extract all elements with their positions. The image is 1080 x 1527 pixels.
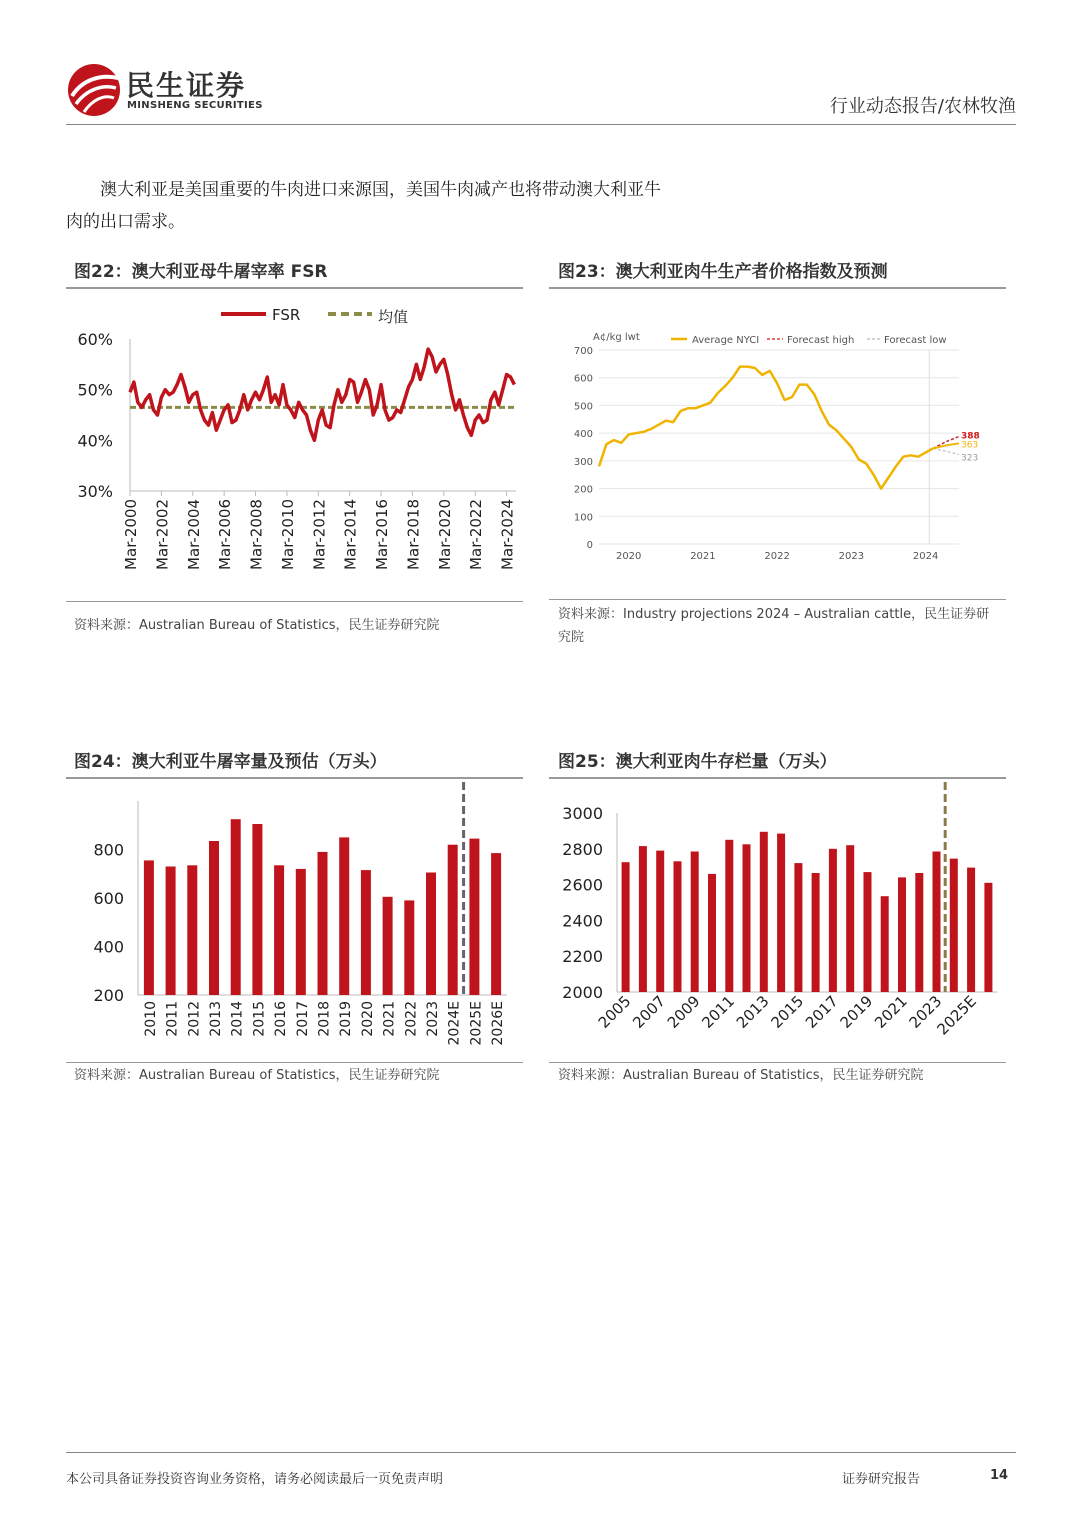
- x-tick-label: 2009: [663, 992, 704, 1032]
- y-tick-label: 300: [573, 456, 593, 468]
- bar-2010: [708, 874, 716, 992]
- x-tick-label: 2015: [251, 1001, 268, 1037]
- x-tick-label: 2011: [698, 992, 739, 1032]
- x-tick-label: 2020: [615, 551, 642, 562]
- x-tick-label: Mar-2002: [153, 499, 172, 570]
- y-tick-label: 2000: [562, 983, 603, 1002]
- y-tick-label: 600: [93, 889, 124, 908]
- fig22-title-rule: [66, 287, 523, 289]
- bar-2025E: [469, 839, 479, 995]
- bar-2012: [743, 844, 751, 992]
- bar-2014: [777, 834, 785, 992]
- x-tick-label: 2022: [764, 551, 790, 562]
- x-tick-label: 2026E: [490, 1001, 507, 1046]
- bar-2013: [760, 832, 768, 992]
- x-tick-label: 2013: [207, 1001, 224, 1037]
- x-tick-label: 2013: [732, 992, 773, 1032]
- fig22-chart: [66, 294, 523, 594]
- x-tick-label: Mar-2022: [467, 499, 486, 570]
- annotation-high: 388: [961, 431, 980, 442]
- bar-2014: [231, 819, 241, 995]
- x-tick-label: Mar-2018: [404, 499, 423, 570]
- bar-2022: [404, 900, 414, 995]
- bar-2023: [933, 852, 941, 993]
- fsr-series-line: [130, 349, 514, 440]
- x-tick-label: Mar-2012: [310, 499, 329, 570]
- y-tick-label: 800: [93, 840, 124, 860]
- fig25-bottom-rule: [549, 1062, 1006, 1063]
- fig23-title: 图23：澳大利亚肉牛生产者价格指数及预测: [558, 262, 888, 282]
- bar-2008: [674, 861, 682, 992]
- x-tick-label: 2019: [836, 992, 877, 1032]
- x-tick-label: 2021: [690, 551, 716, 562]
- forecast-low-line: [933, 448, 959, 454]
- bar-2011: [725, 840, 733, 992]
- bar-2026E: [491, 853, 501, 995]
- x-tick-label: 2011: [164, 1001, 181, 1037]
- y-tick-label: 2200: [562, 947, 603, 967]
- fig22-title: 图22：澳大利亚母牛屠宰率 FSR: [74, 262, 328, 282]
- nyci-series-line: [599, 367, 933, 489]
- x-tick-label: 2024E: [446, 1001, 463, 1046]
- bar-2017: [829, 849, 837, 992]
- y-tick-label: 400: [93, 937, 124, 957]
- brand-logo: [66, 62, 122, 118]
- y-tick-label: 0: [586, 540, 593, 551]
- fig25-title-rule: [549, 777, 1006, 779]
- bar-2020: [881, 896, 889, 992]
- fig24-title-rule: [66, 777, 523, 779]
- brand-name-cn: 民生证券: [126, 69, 247, 102]
- fig24-bottom-rule: [66, 1062, 523, 1063]
- bar-2021: [383, 897, 393, 995]
- y-tick-label: 2600: [562, 875, 603, 895]
- x-tick-label: 2023: [905, 992, 946, 1032]
- x-tick-label: Mar-2000: [122, 499, 140, 570]
- fig25-title: 图25：澳大利亚肉牛存栏量（万头）: [558, 752, 837, 772]
- y-tick-label: 700: [573, 346, 593, 357]
- x-tick-label: Mar-2020: [435, 499, 454, 570]
- bar-2019: [864, 872, 872, 992]
- header-divider: [66, 124, 1016, 125]
- bar-2026E: [984, 883, 992, 992]
- bar-2006: [639, 846, 647, 992]
- x-tick-label: Mar-2016: [373, 499, 392, 570]
- bar-2024E: [448, 845, 458, 995]
- x-tick-label: 2010: [142, 1001, 159, 1037]
- bar-2018: [318, 852, 328, 995]
- bar-2017: [296, 869, 306, 995]
- y-tick-label: 60%: [77, 330, 113, 349]
- y-tick-label: 2400: [562, 911, 603, 931]
- fig24-chart: [66, 780, 523, 1056]
- bar-2021: [898, 877, 906, 992]
- x-tick-label: 2017: [294, 1001, 311, 1037]
- annotation-low: 323: [961, 453, 979, 464]
- bar-2012: [187, 865, 197, 995]
- annotation-mid: 363: [961, 440, 979, 451]
- bar-2005: [622, 862, 630, 992]
- fig23-title-rule: [549, 287, 1006, 289]
- y-unit-label: A¢/kg lwt: [593, 332, 640, 343]
- bar-2023: [426, 873, 436, 996]
- brand-name-en: MINSHENG SECURITIES: [127, 100, 263, 111]
- x-tick-label: 2007: [629, 992, 670, 1032]
- fig23-bottom-rule: [549, 599, 1006, 600]
- bar-2016: [812, 873, 820, 992]
- forecast-mid-line: [933, 443, 959, 448]
- legend-mean-label: 均值: [378, 308, 409, 326]
- fig23-source-line-1: 资料来源：Industry projections 2024 – Australian cattle，民生证券研: [558, 607, 990, 622]
- legend-high-label: Forecast high: [787, 335, 855, 346]
- fig25-source: 资料来源：Australian Bureau of Statistics，民生证券研究院: [558, 1068, 924, 1083]
- x-tick-label: 2014: [229, 1001, 246, 1037]
- x-tick-label: 2020: [359, 1001, 376, 1037]
- footer-page-number: 14: [990, 1468, 1009, 1483]
- x-tick-label: Mar-2008: [247, 499, 266, 570]
- footer-divider: [66, 1452, 1016, 1453]
- x-tick-label: 2024: [912, 551, 939, 562]
- x-tick-label: 2023: [425, 1001, 442, 1037]
- bar-2010: [144, 860, 154, 995]
- section-title: 行业动态报告/农林牧渔: [829, 96, 1016, 117]
- y-tick-label: 100: [573, 512, 593, 524]
- x-tick-label: 2005: [594, 992, 635, 1032]
- x-tick-label: Mar-2006: [216, 499, 235, 570]
- x-tick-label: 2025E: [933, 992, 980, 1039]
- bar-2024E: [950, 859, 958, 992]
- y-tick-label: 3000: [562, 804, 603, 823]
- bar-2007: [656, 851, 664, 992]
- x-tick-label: Mar-2014: [341, 499, 360, 570]
- legend-low-label: Forecast low: [884, 335, 947, 346]
- y-tick-label: 2800: [562, 839, 603, 859]
- x-tick-label: 2015: [767, 992, 808, 1032]
- legend-fsr-label: FSR: [272, 306, 301, 324]
- y-tick-label: 400: [573, 429, 593, 441]
- bar-2018: [846, 845, 854, 992]
- x-tick-label: 2017: [802, 992, 842, 1032]
- x-tick-label: 2023: [838, 551, 865, 562]
- bar-2016: [274, 865, 284, 995]
- bar-2013: [209, 841, 219, 995]
- bar-2022: [915, 873, 923, 992]
- y-tick-label: 600: [573, 373, 593, 385]
- fig24-title: 图24：澳大利亚牛屠宰量及预估（万头）: [74, 752, 387, 772]
- x-tick-label: Mar-2010: [278, 499, 297, 570]
- y-tick-label: 40%: [77, 431, 113, 451]
- intro-line-2: 肉的出口需求。: [66, 212, 185, 232]
- bar-2019: [339, 837, 349, 995]
- intro-line-1: 澳大利亚是美国重要的牛肉进口来源国，美国牛肉减产也将带动澳大利亚牛: [100, 180, 661, 200]
- x-tick-label: 2016: [273, 1001, 290, 1037]
- x-tick-label: 2018: [316, 1001, 333, 1037]
- fig22-bottom-rule: [66, 601, 523, 602]
- x-tick-label: Mar-2004: [184, 499, 203, 570]
- brand-logo-icon: [66, 62, 122, 118]
- x-tick-label: Mar-2024: [498, 498, 517, 570]
- fig23-source-line-2: 究院: [558, 630, 585, 645]
- footer-report-type: 证券研究报告: [842, 1472, 921, 1487]
- footer-disclaimer: 本公司具备证券投资咨询业务资格，请务必阅读最后一页免责声明: [66, 1472, 444, 1487]
- x-tick-label: 2022: [403, 1001, 420, 1037]
- bar-2025E: [967, 868, 975, 992]
- legend-nyci-label: Average NYCI: [692, 335, 760, 346]
- bar-2011: [166, 867, 176, 996]
- y-tick-label: 200: [93, 986, 124, 1005]
- y-tick-label: 30%: [77, 482, 113, 501]
- x-tick-label: 2021: [381, 1001, 398, 1037]
- x-tick-label: 2019: [338, 1001, 355, 1037]
- fig22-source: 资料来源：Australian Bureau of Statistics，民生证券研究院: [74, 618, 440, 633]
- x-tick-label: 2021: [871, 992, 911, 1032]
- x-tick-label: 2012: [186, 1001, 203, 1037]
- bar-2015: [794, 863, 802, 992]
- bar-2009: [691, 852, 699, 993]
- y-tick-label: 500: [573, 401, 593, 413]
- fig25-chart: [549, 780, 1006, 1056]
- bar-2015: [252, 824, 262, 995]
- x-tick-label: 2025E: [468, 1001, 485, 1046]
- fig23-chart: [549, 318, 1006, 570]
- y-tick-label: 50%: [77, 380, 113, 400]
- bar-2020: [361, 870, 371, 995]
- y-tick-label: 200: [573, 484, 593, 496]
- fig24-source: 资料来源：Australian Bureau of Statistics，民生证券研究院: [74, 1068, 440, 1083]
